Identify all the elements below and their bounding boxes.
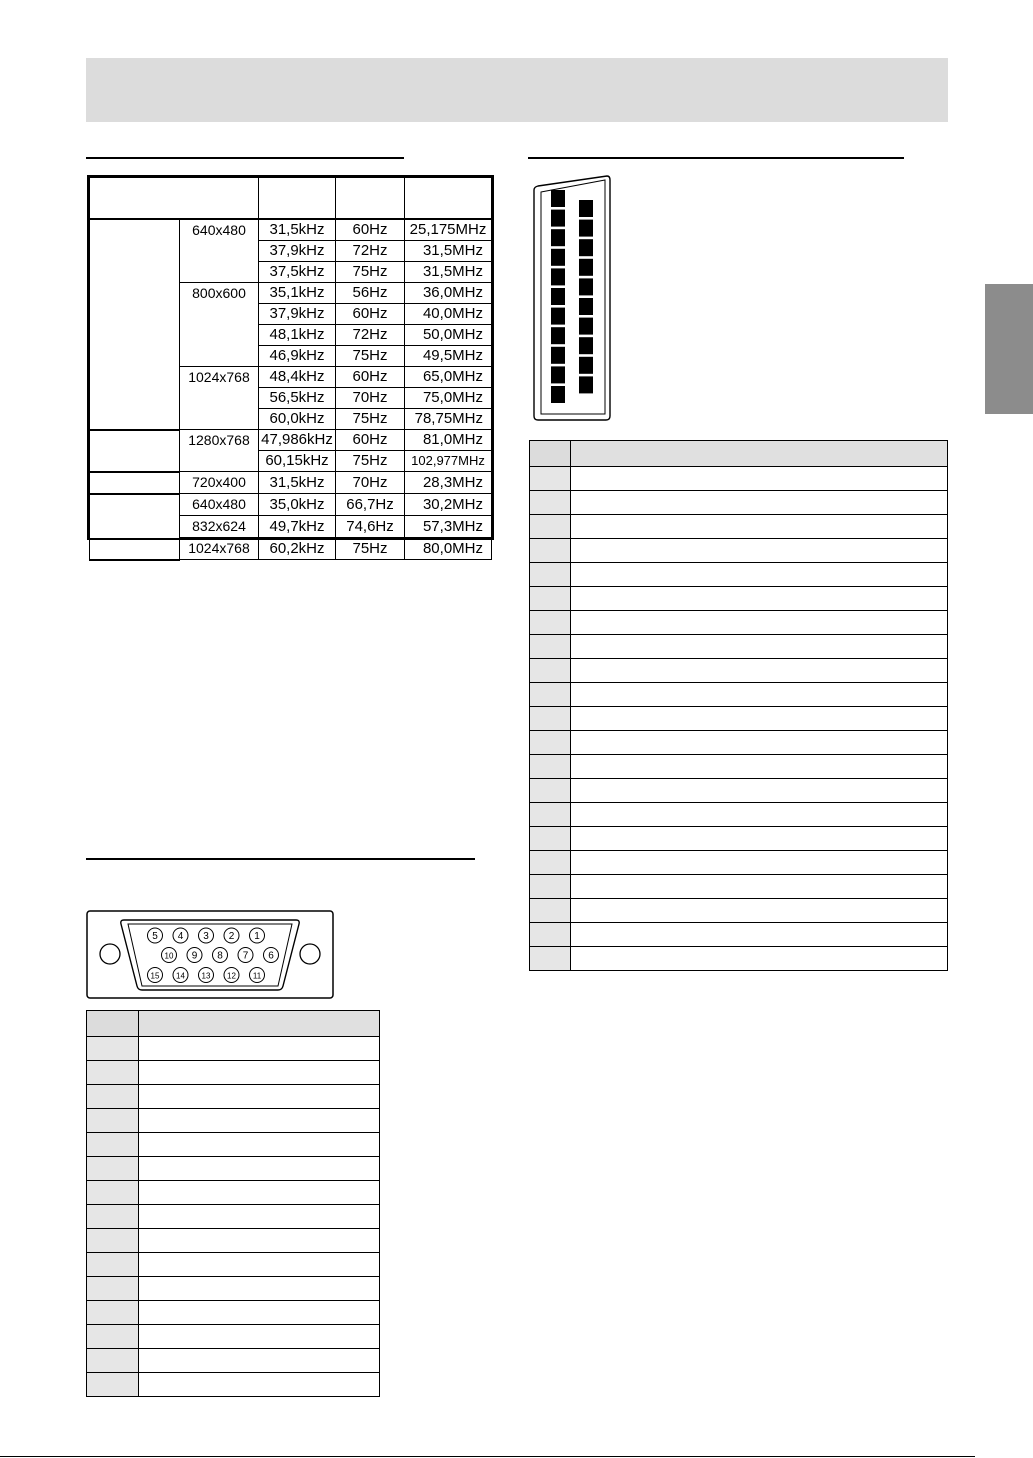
- dsub-pin-row: [87, 1085, 380, 1109]
- vertical-frequency-cell: 56Hz: [336, 283, 405, 304]
- dsub-pin-header-description: [139, 1011, 380, 1037]
- scart-pin-row: [530, 659, 948, 683]
- scart-pin-odd: [551, 249, 565, 266]
- dsub-pin-label: 4: [177, 931, 184, 942]
- timing-row: [90, 472, 492, 494]
- scart-pin-number-cell: [530, 683, 571, 707]
- timing-row: [90, 430, 492, 451]
- dsub-pin-description-cell: [139, 1109, 380, 1133]
- dsub-pin-description-cell: [139, 1037, 380, 1061]
- scart-pin-number-cell: [530, 515, 571, 539]
- scart-pin-description-cell: [571, 827, 948, 851]
- timing-header-cell: [90, 178, 259, 220]
- scart-connector-diagram: [529, 172, 614, 424]
- dsub-pin-label: 7: [242, 950, 249, 962]
- scart-pin-description-cell: [571, 467, 948, 491]
- vertical-frequency-cell: 72Hz: [336, 241, 405, 262]
- scart-pin-number-cell: [530, 851, 571, 875]
- scart-pin-row: [530, 755, 948, 779]
- dsub-pin-number-cell: [87, 1325, 139, 1349]
- dsub-pin-number-cell: [87, 1037, 139, 1061]
- dot-frequency-cell: 57,3MHz: [405, 516, 492, 538]
- dsub-pin-number-cell: [87, 1229, 139, 1253]
- timing-row: [90, 494, 492, 516]
- dsub-pin-number-cell: [87, 1181, 139, 1205]
- scart-pin-number-cell: [530, 803, 571, 827]
- dsub-pin-label: 9: [191, 950, 198, 962]
- scart-pin-row: [530, 587, 948, 611]
- resolution-cell: 720x400: [180, 472, 259, 494]
- dot-frequency-cell: 30,2MHz: [405, 494, 492, 516]
- vertical-frequency-cell: 75Hz: [336, 451, 405, 472]
- scart-pin-number-cell: [530, 635, 571, 659]
- scart-pin-row: [530, 635, 948, 659]
- scart-pin-even: [579, 337, 593, 354]
- horizontal-frequency-cell: 47,986kHz: [259, 430, 336, 451]
- scart-pin-even: [579, 239, 593, 256]
- dsub-pin-label: 8: [217, 950, 223, 962]
- dsub-pin-label: 3: [203, 931, 209, 942]
- vertical-frequency-cell: 74,6Hz: [336, 516, 405, 538]
- scart-pin-number-cell: [530, 491, 571, 515]
- page-header-band: [86, 58, 948, 122]
- scart-pin-description-cell: [571, 539, 948, 563]
- dsub-pin-label: 2: [228, 931, 235, 942]
- dsub-pin-description-cell: [139, 1205, 380, 1229]
- scart-pin-description-cell: [571, 755, 948, 779]
- dot-frequency-cell: 49,5MHz: [405, 346, 492, 367]
- scart-pin-description-cell: [571, 635, 948, 659]
- scart-pin-even: [579, 220, 593, 237]
- dsub-pin-description-cell: [139, 1157, 380, 1181]
- horizontal-frequency-cell: 60,0kHz: [259, 409, 336, 430]
- dsub-pin-row: [87, 1061, 380, 1085]
- scart-pin-even: [579, 318, 593, 335]
- dsub-pin-row: [87, 1109, 380, 1133]
- dsub-pin-row: [87, 1037, 380, 1061]
- horizontal-frequency-cell: 31,5kHz: [259, 219, 336, 241]
- horizontal-frequency-cell: 46,9kHz: [259, 346, 336, 367]
- dot-frequency-cell: 31,5MHz: [405, 241, 492, 262]
- dsub-pin-row: [87, 1181, 380, 1205]
- scart-pin-number-cell: [530, 539, 571, 563]
- scart-pin-header-description: [571, 441, 948, 467]
- scart-pin-description-cell: [571, 779, 948, 803]
- vertical-frequency-cell: 66,7Hz: [336, 494, 405, 516]
- resolution-cell: 1024x768: [180, 367, 259, 430]
- page-footer-rule: [0, 1456, 975, 1457]
- dot-frequency-cell: 81,0MHz: [405, 430, 492, 451]
- scart-pin-description-cell: [571, 707, 948, 731]
- dsub-pin-description-cell: [139, 1373, 380, 1397]
- scart-pin-description-cell: [571, 923, 948, 947]
- dsub-pin-row: [87, 1229, 380, 1253]
- horizontal-frequency-cell: 31,5kHz: [259, 472, 336, 494]
- scart-pin-row: [530, 779, 948, 803]
- dot-frequency-cell: 50,0MHz: [405, 325, 492, 346]
- resolution-cell: 640x480: [180, 494, 259, 516]
- horizontal-frequency-cell: 60,2kHz: [259, 538, 336, 560]
- resolution-cell: 640x480: [180, 219, 259, 283]
- vertical-frequency-cell: 72Hz: [336, 325, 405, 346]
- vertical-frequency-cell: 70Hz: [336, 388, 405, 409]
- scart-pin-table: [529, 440, 948, 971]
- timing-section-rule: [86, 157, 404, 159]
- vertical-frequency-cell: 75Hz: [336, 409, 405, 430]
- scart-pin-row: [530, 851, 948, 875]
- scart-pin-description-cell: [571, 659, 948, 683]
- dsub-pin-number-cell: [87, 1085, 139, 1109]
- scart-pin-odd: [551, 386, 565, 403]
- horizontal-frequency-cell: 37,9kHz: [259, 241, 336, 262]
- scart-pin-row: [530, 827, 948, 851]
- scart-pin-odd: [551, 288, 565, 305]
- dot-frequency-cell: 78,75MHz: [405, 409, 492, 430]
- dsub-pin-label: 15: [150, 971, 160, 981]
- scart-pin-number-cell: [530, 563, 571, 587]
- dsub-pin-row: [87, 1277, 380, 1301]
- vertical-frequency-cell: 60Hz: [336, 219, 405, 241]
- dsub-pin-row: [87, 1133, 380, 1157]
- scart-pin-number-cell: [530, 875, 571, 899]
- vertical-frequency-cell: 60Hz: [336, 304, 405, 325]
- dsub-pin-row: [87, 1253, 380, 1277]
- dsub-connector-diagram: [86, 910, 334, 999]
- dsub-pin-number-cell: [87, 1109, 139, 1133]
- scart-pin-odd: [551, 210, 565, 227]
- mode-group-cell: [90, 494, 180, 560]
- horizontal-frequency-cell: 37,9kHz: [259, 304, 336, 325]
- timing-row: [90, 219, 492, 241]
- scart-pin-even: [579, 259, 593, 276]
- dsub-pin-number-cell: [87, 1061, 139, 1085]
- scart-pin-row: [530, 539, 948, 563]
- dot-frequency-cell: 40,0MHz: [405, 304, 492, 325]
- dsub-pin-row: [87, 1157, 380, 1181]
- scart-pin-number-cell: [530, 707, 571, 731]
- vertical-frequency-cell: 75Hz: [336, 262, 405, 283]
- mode-group-cell: [90, 219, 180, 430]
- scart-pin-row: [530, 467, 948, 491]
- resolution-cell: 832x624: [180, 516, 259, 538]
- vertical-frequency-cell: 75Hz: [336, 346, 405, 367]
- scart-pin-description-cell: [571, 515, 948, 539]
- scart-pin-description-cell: [571, 875, 948, 899]
- resolution-cell: 1024x768: [180, 538, 259, 560]
- scart-pin-odd: [551, 366, 565, 383]
- scart-pin-number-cell: [530, 923, 571, 947]
- scart-pin-row: [530, 899, 948, 923]
- vertical-frequency-cell: 60Hz: [336, 430, 405, 451]
- scart-pin-row: [530, 515, 948, 539]
- dsub-pin-number-cell: [87, 1301, 139, 1325]
- horizontal-frequency-cell: 37,5kHz: [259, 262, 336, 283]
- scart-pin-row: [530, 923, 948, 947]
- scart-pin-odd: [551, 190, 565, 207]
- dsub-pin-description-cell: [139, 1253, 380, 1277]
- dot-frequency-cell: 25,175MHz: [405, 219, 492, 241]
- dsub-pin-row: [87, 1349, 380, 1373]
- dsub-pin-label: 14: [176, 971, 185, 981]
- scart-pin-description-cell: [571, 899, 948, 923]
- scart-pin-odd: [551, 347, 565, 364]
- scart-pin-number-cell: [530, 659, 571, 683]
- scart-pin-description-cell: [571, 803, 948, 827]
- dsub-pin-label: 12: [227, 971, 236, 981]
- vertical-frequency-cell: 75Hz: [336, 538, 405, 560]
- horizontal-frequency-cell: 60,15kHz: [259, 451, 336, 472]
- scart-pin-description-cell: [571, 851, 948, 875]
- scart-pin-even: [579, 200, 593, 217]
- resolution-cell: 800x600: [180, 283, 259, 367]
- dsub-pin-number-cell: [87, 1349, 139, 1373]
- signal-timing-table: [87, 175, 494, 557]
- scart-pin-number-cell: [530, 947, 571, 971]
- scart-pin-description-cell: [571, 611, 948, 635]
- timing-header-cell: [336, 178, 405, 220]
- scart-pin-row: [530, 491, 948, 515]
- vertical-frequency-cell: 60Hz: [336, 367, 405, 388]
- scart-pin-odd: [551, 327, 565, 344]
- dsub-pin-description-cell: [139, 1325, 380, 1349]
- dot-frequency-cell: 36,0MHz: [405, 283, 492, 304]
- dot-frequency-cell: 102,977MHz: [405, 451, 492, 472]
- dsub-pin-number-cell: [87, 1157, 139, 1181]
- timing-header-cell: [405, 178, 492, 220]
- dsub-pin-label: 6: [268, 950, 274, 962]
- dsub-pin-number-cell: [87, 1277, 139, 1301]
- horizontal-frequency-cell: 48,4kHz: [259, 367, 336, 388]
- scart-pin-row: [530, 875, 948, 899]
- scart-pin-row: [530, 611, 948, 635]
- horizontal-frequency-cell: 56,5kHz: [259, 388, 336, 409]
- dsub-pin-description-cell: [139, 1349, 380, 1373]
- vertical-frequency-cell: 70Hz: [336, 472, 405, 494]
- dsub-pin-label: 1: [254, 931, 260, 942]
- scart-pin-row: [530, 731, 948, 755]
- dsub-section-rule: [86, 858, 475, 860]
- scart-pin-number-cell: [530, 779, 571, 803]
- dsub-pin-description-cell: [139, 1061, 380, 1085]
- scart-pin-even: [579, 278, 593, 295]
- scart-pin-number-cell: [530, 899, 571, 923]
- scart-pin-even: [579, 357, 593, 374]
- mode-group-cell: [90, 472, 180, 494]
- scart-pin-description-cell: [571, 587, 948, 611]
- scart-pin-number-cell: [530, 611, 571, 635]
- horizontal-frequency-cell: 48,1kHz: [259, 325, 336, 346]
- dsub-pin-row: [87, 1325, 380, 1349]
- dsub-pin-description-cell: [139, 1181, 380, 1205]
- scart-pin-description-cell: [571, 491, 948, 515]
- dsub-pin-description-cell: [139, 1277, 380, 1301]
- dot-frequency-cell: 31,5MHz: [405, 262, 492, 283]
- horizontal-frequency-cell: 35,0kHz: [259, 494, 336, 516]
- dsub-pin-description-cell: [139, 1301, 380, 1325]
- dsub-pin-label: 5: [152, 931, 158, 942]
- scart-pin-number-cell: [530, 731, 571, 755]
- scart-pin-number-cell: [530, 827, 571, 851]
- scart-pin-odd: [551, 229, 565, 246]
- scart-pin-odd: [551, 308, 565, 325]
- dot-frequency-cell: 75,0MHz: [405, 388, 492, 409]
- scart-pin-header-number: [530, 441, 571, 467]
- scart-pin-description-cell: [571, 947, 948, 971]
- dsub-pin-label: 11: [252, 971, 262, 981]
- dsub-pin-description-cell: [139, 1133, 380, 1157]
- dsub-pin-number-cell: [87, 1253, 139, 1277]
- scart-pin-even: [579, 298, 593, 315]
- dsub-pin-row: [87, 1205, 380, 1229]
- dsub-pin-label: 10: [164, 951, 174, 961]
- dsub-pin-description-cell: [139, 1085, 380, 1109]
- horizontal-frequency-cell: 49,7kHz: [259, 516, 336, 538]
- dsub-pin-table: [86, 1010, 380, 1397]
- scart-pin-description-cell: [571, 731, 948, 755]
- scart-pin-number-cell: [530, 755, 571, 779]
- dsub-pin-row: [87, 1373, 380, 1397]
- dsub-pin-row: [87, 1301, 380, 1325]
- scart-section-rule: [528, 157, 904, 159]
- language-side-tab: [985, 284, 1033, 414]
- dot-frequency-cell: 65,0MHz: [405, 367, 492, 388]
- dsub-pin-number-cell: [87, 1205, 139, 1229]
- scart-pin-row: [530, 683, 948, 707]
- resolution-cell: 1280x768: [180, 430, 259, 472]
- scart-pin-description-cell: [571, 563, 948, 587]
- dot-frequency-cell: 28,3MHz: [405, 472, 492, 494]
- mode-group-cell: [90, 430, 180, 472]
- horizontal-frequency-cell: 35,1kHz: [259, 283, 336, 304]
- dsub-pin-number-cell: [87, 1133, 139, 1157]
- scart-pin-row: [530, 947, 948, 971]
- dot-frequency-cell: 80,0MHz: [405, 538, 492, 560]
- scart-pin-number-cell: [530, 467, 571, 491]
- scart-pin-row: [530, 707, 948, 731]
- dsub-pin-label: 13: [201, 971, 211, 981]
- scart-pin-number-cell: [530, 587, 571, 611]
- timing-header-cell: [259, 178, 336, 220]
- scart-pin-odd: [551, 268, 565, 285]
- dsub-pin-description-cell: [139, 1229, 380, 1253]
- scart-pin-even: [579, 376, 593, 393]
- scart-pin-row: [530, 803, 948, 827]
- scart-pin-description-cell: [571, 683, 948, 707]
- dsub-pin-number-cell: [87, 1373, 139, 1397]
- dsub-pin-header-number: [87, 1011, 139, 1037]
- scart-pin-row: [530, 563, 948, 587]
